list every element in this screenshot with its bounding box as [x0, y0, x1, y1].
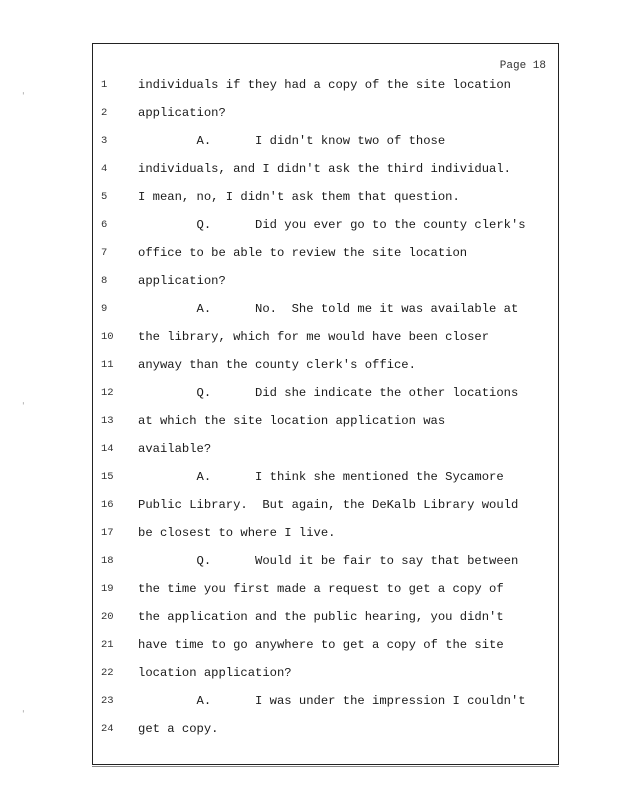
transcript-line [93, 246, 558, 266]
line-text: office to be able to review the site location [138, 246, 468, 260]
line-number: 22 [101, 667, 114, 679]
transcript-line [93, 134, 558, 154]
line-text: location application? [138, 666, 292, 680]
line-text: be closest to where I live. [138, 526, 336, 540]
margin-mark: ˈ [22, 710, 25, 720]
line-number: 8 [101, 275, 108, 287]
transcript-line [93, 414, 558, 434]
transcript-page [92, 43, 559, 765]
line-number: 2 [101, 107, 108, 119]
line-text: anyway than the county clerk's office. [138, 358, 416, 372]
line-text: individuals, and I didn't ask the third individual. [138, 162, 511, 176]
transcript-line [93, 666, 558, 686]
transcript-line [93, 470, 558, 490]
line-text: Public Library. But again, the DeKalb Library would [138, 498, 519, 512]
line-number: 18 [101, 555, 114, 567]
transcript-line [93, 442, 558, 462]
line-number: 5 [101, 191, 108, 203]
line-text: I mean, no, I didn't ask them that question. [138, 190, 460, 204]
transcript-line [93, 582, 558, 602]
line-number: 11 [101, 359, 114, 371]
line-text: Q. Would it be fair to say that between [138, 554, 519, 568]
line-text: available? [138, 442, 212, 456]
line-number: 20 [101, 611, 114, 623]
line-text: Q. Did you ever go to the county clerk's [138, 218, 526, 232]
line-text: the application and the public hearing, you didn't [138, 610, 504, 624]
line-text: A. I think she mentioned the Sycamore [138, 470, 504, 484]
line-text: at which the site location application was [138, 414, 446, 428]
line-number: 9 [101, 303, 108, 315]
transcript-line [93, 274, 558, 294]
margin-mark: ˈ [22, 92, 25, 102]
transcript-line [93, 218, 558, 238]
line-text: the library, which for me would have been closer [138, 330, 490, 344]
transcript-line [93, 694, 558, 714]
transcript-line [93, 722, 558, 742]
line-number: 15 [101, 471, 114, 483]
line-text: Q. Did she indicate the other locations [138, 386, 519, 400]
footer-rule [92, 766, 559, 767]
line-text: the time you first made a request to get a copy of [138, 582, 504, 596]
transcript-line [93, 106, 558, 126]
line-number: 3 [101, 135, 108, 147]
line-number: 13 [101, 415, 114, 427]
transcript-line [93, 638, 558, 658]
line-number: 24 [101, 723, 114, 735]
transcript-line [93, 498, 558, 518]
line-number: 16 [101, 499, 114, 511]
line-text: individuals if they had a copy of the site location [138, 78, 511, 92]
line-text: get a copy. [138, 722, 219, 736]
line-text: A. I was under the impression I couldn't [138, 694, 526, 708]
line-text: application? [138, 106, 226, 120]
margin-mark: ˈ [22, 402, 25, 412]
transcript-line [93, 526, 558, 546]
line-number: 6 [101, 219, 108, 231]
line-text: have time to go anywhere to get a copy of the site [138, 638, 504, 652]
line-number: 14 [101, 443, 114, 455]
transcript-line [93, 358, 558, 378]
transcript-line [93, 162, 558, 182]
transcript-line [93, 302, 558, 322]
line-number: 23 [101, 695, 114, 707]
line-number: 4 [101, 163, 108, 175]
transcript-line [93, 190, 558, 210]
page-number: Page 18 [499, 60, 546, 72]
line-number: 12 [101, 387, 114, 399]
line-text: application? [138, 274, 226, 288]
transcript-line [93, 386, 558, 406]
line-text: A. I didn't know two of those [138, 134, 446, 148]
line-number: 17 [101, 527, 114, 539]
line-number: 19 [101, 583, 114, 595]
transcript-line [93, 330, 558, 350]
line-text: A. No. She told me it was available at [138, 302, 519, 316]
transcript-line [93, 610, 558, 630]
transcript-line [93, 554, 558, 574]
line-number: 7 [101, 247, 108, 259]
line-number: 21 [101, 639, 114, 651]
line-number: 10 [101, 331, 114, 343]
transcript-line [93, 78, 558, 98]
line-number: 1 [101, 79, 108, 91]
